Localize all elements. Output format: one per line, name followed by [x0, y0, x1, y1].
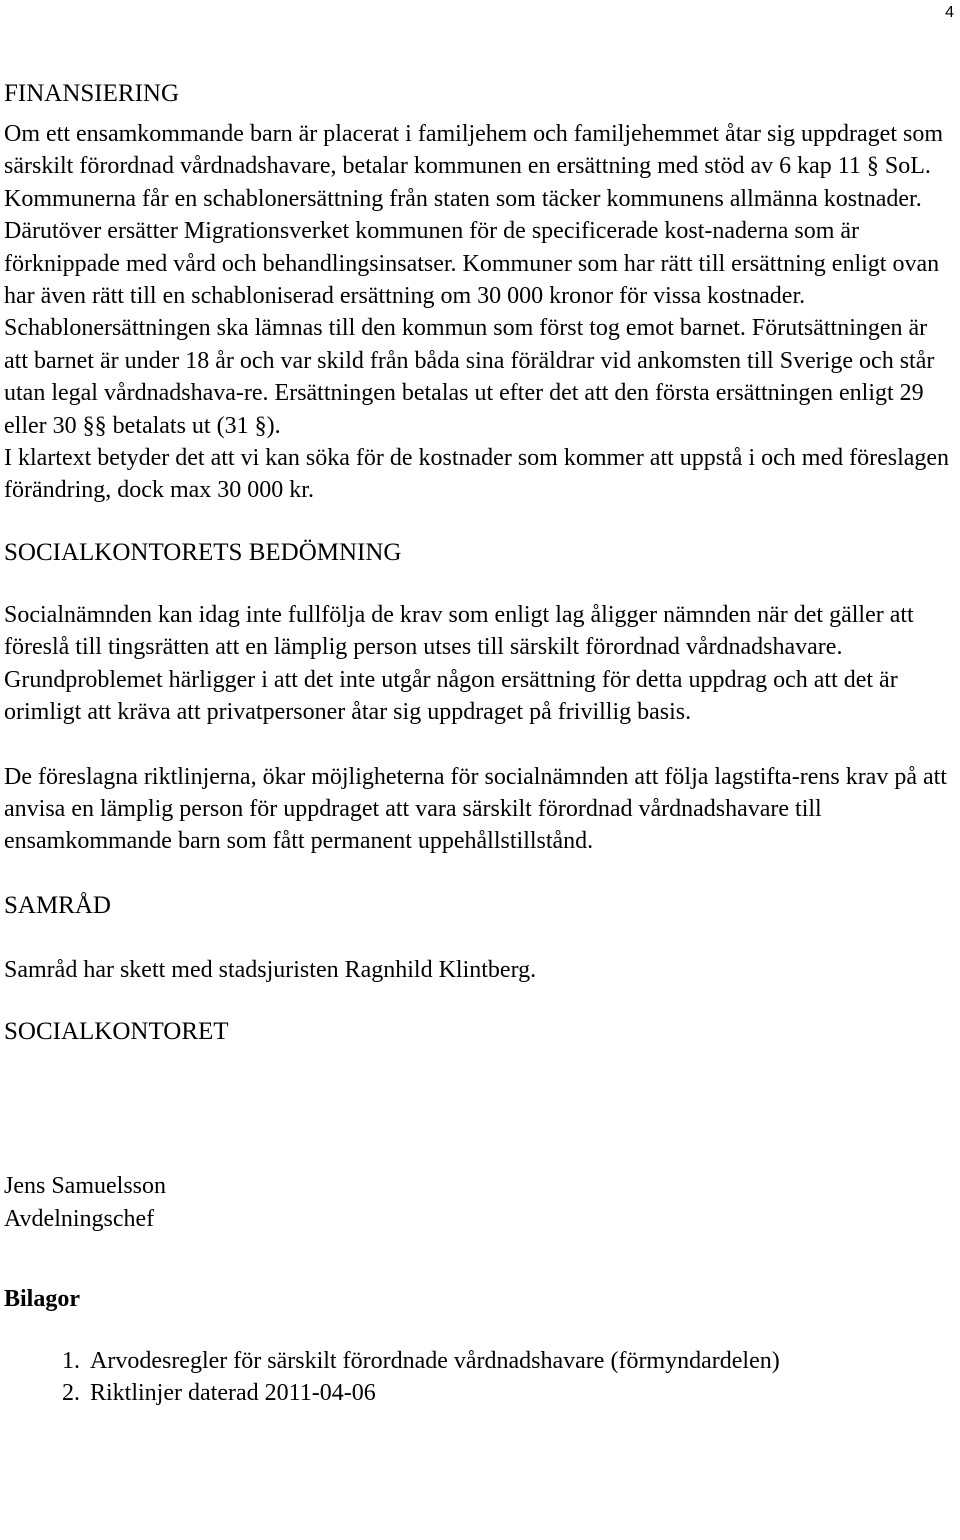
- consultation-heading: SAMRÅD: [4, 891, 111, 919]
- page-number: 4: [945, 4, 954, 21]
- attachments-list: [4, 1345, 956, 1409]
- financing-paragraph-2: Kommunerna får en schablonersättning från staten som täcker kommunens allmänna kostnader. Därutöver ersätter Migrationsverket kommunen för de specificerade kost-naderna som är förknippade med vård och behandlingsinsatser. Kommuner som har rätt till ersättning enligt ovan har även rätt till en schabloniserad ersättning om 30 000 kronor för vissa kostnader. Schablonersättningen ska lämnas till den kommun som först tog emot barnet. Förutsättningen är att barnet är under 18 år och var skild från båda sina föräldrar vid ankomsten till Sverige och står utan legal vårdnadshava-re. Ersättningen betalas ut efter det att den första ersättningen enligt 29 eller 30 §§ betalats ut (31 §).: [4, 185, 940, 439]
- financing-heading: FINANSIERING: [4, 80, 179, 107]
- attachments-heading: Bilagor: [4, 1285, 80, 1312]
- office-heading: SOCIALKONTORET: [4, 1018, 229, 1046]
- signature-block: [4, 1170, 956, 1235]
- signature-name: Jens Samuelsson: [4, 1173, 166, 1200]
- financing-paragraph-1: Om ett ensamkommande barn är placerat i familjehem och familjehemmet åtar sig uppdraget som särskilt förordnad vårdnadshavare, betalar kommunen en ersättning med stöd av 6 kap 11 § SoL.: [4, 121, 943, 180]
- assessment-paragraph-1: Socialnämnden kan idag inte fullfölja de krav som enligt lag åligger nämnden när det gäller att föreslå till tingsrätten att en lämplig person utses till särskilt förordnad vårdnadshavare. Grundproblemet härligger i att det inte utgår någon ersättning för detta uppdrag och att det är orimligt att kräva att privatpersoner åtar sig uppdraget på frivillig basis.: [4, 601, 914, 726]
- signature-title: Avdelningschef: [4, 1205, 155, 1232]
- financing-paragraph-3: I klartext betyder det att vi kan söka för de kostnader som kommer att uppstå i och med föreslagen förändring, dock max 30 000 kr.: [4, 445, 950, 504]
- assessment-heading: SOCIALKONTORETS BEDÖMNING: [4, 538, 402, 566]
- assessment-paragraph-2: De föreslagna riktlinjerna, ökar möjligheterna för socialnämnden att följa lagstifta-rens krav på att anvisa en lämplig person för uppdraget att vara särskilt förordnad vårdnadshavare till ensamkommande barn som fått permanent uppehållstillstånd.: [4, 763, 947, 855]
- document-body: [4, 78, 956, 1409]
- attachment-item: 1. Arvodesregler för särskilt förordnade vårdnadshavare (förmyndardelen): [86, 1345, 956, 1377]
- attachment-item: 2. Riktlinjer daterad 2011-04-06: [86, 1377, 956, 1409]
- consultation-text: Samråd har skett med stadsjuristen Ragnhild Klintberg.: [4, 956, 537, 983]
